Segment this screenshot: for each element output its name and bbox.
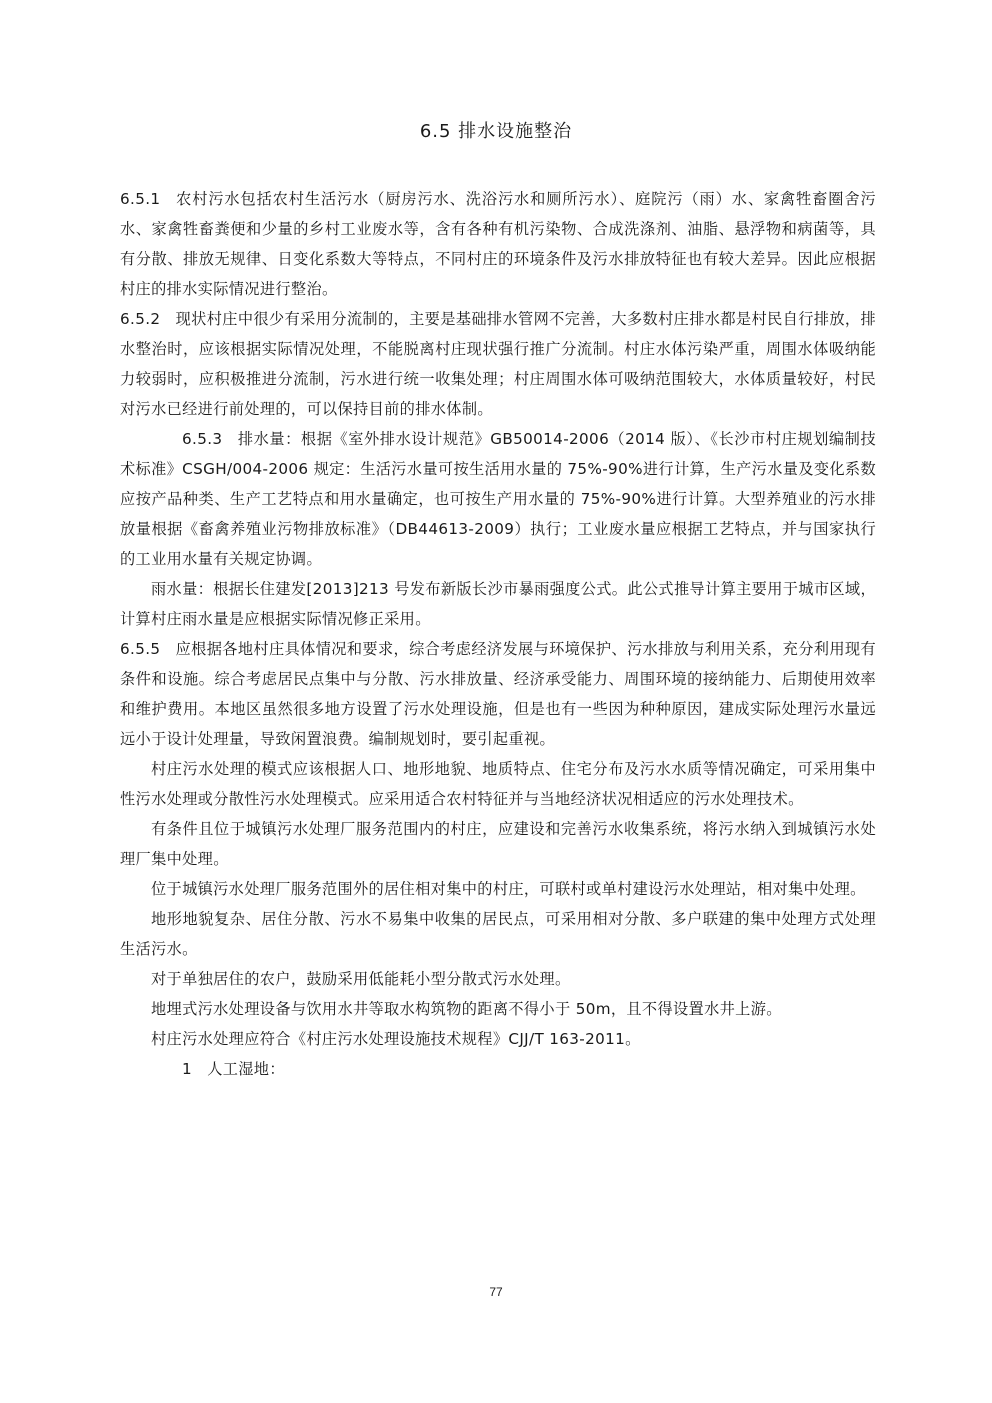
paragraph-text: 雨水量：根据长住建发[2013]213 号发布新版长沙市暴雨强度公式。此公式推导计算主要用于城市区域，计算村庄雨水量是应根据实际情况修正采用。: [120, 580, 876, 628]
paragraph-outside-service-area: [120, 874, 876, 904]
clause-number: 6.5.5: [120, 640, 161, 658]
section-title: 6.5 排水设施整治: [419, 121, 573, 142]
paragraph-text: 应根据各地村庄具体情况和要求，综合考虑经济发展与环境保护、污水排放与利用关系，充分利用现有条件和设施。综合考虑居民点集中与分散、污水排放量、经济承受能力、周围环境的接纳能力、后期使用效率和维护费用。本地区虽然很多地方设置了污水处理设施，但是也有一些因为种种原因，建成实际处理污水量远远小于设计处理量，导致闲置浪费。编制规划时，要引起重视。: [120, 640, 876, 748]
paragraph-text: 村庄污水处理应符合《村庄污水处理设施技术规程》CJJ/T 163-2011。: [151, 1030, 641, 1048]
clause-number: 6.5.1: [120, 190, 161, 208]
list-number: 1: [182, 1060, 193, 1078]
page-number: 77: [489, 1285, 503, 1299]
paragraph-complex-terrain: [120, 904, 876, 964]
paragraph-technical-code: [120, 1024, 876, 1054]
paragraph-6-5-3: [120, 424, 876, 574]
paragraph-6-5-1: [120, 184, 876, 304]
paragraph-text: 人工湿地：: [202, 1060, 285, 1078]
paragraph-rainwater: [120, 574, 876, 634]
paragraph-6-5-5: [120, 634, 876, 754]
clause-number: 6.5.3: [182, 430, 223, 448]
paragraph-treatment-mode: [120, 754, 876, 814]
paragraph-buried-equipment: [120, 994, 876, 1024]
paragraph-within-service-area: [120, 814, 876, 874]
paragraph-text: 有条件且位于城镇污水处理厂服务范围内的村庄，应建设和完善污水收集系统，将污水纳入到城镇污水处理厂集中处理。: [120, 820, 876, 868]
paragraph-text: 现状村庄中很少有采用分流制的，主要是基础排水管网不完善，大多数村庄排水都是村民自行排放，排水整治时，应该根据实际情况处理，不能脱离村庄现状强行推广分流制。村庄水体污染严重，周围水体吸纳能力较弱时，应积极推进分流制，污水进行统一收集处理；村庄周围水体可吸纳范围较大，水体质量较好，村民对污水已经进行前处理的，可以保持目前的排水体制。: [120, 310, 876, 418]
paragraph-text: 村庄污水处理的模式应该根据人口、地形地貌、地质特点、住宅分布及污水水质等情况确定，可采用集中性污水处理或分散性污水处理模式。应采用适合农村特征并与当地经济状况相适应的污水处理技术。: [120, 760, 876, 808]
paragraph-6-5-2: [120, 304, 876, 424]
paragraph-single-household: [120, 964, 876, 994]
paragraph-text: 位于城镇污水处理厂服务范围外的居住相对集中的村庄，可联村或单村建设污水处理站，相对集中处理。: [151, 880, 866, 898]
paragraph-constructed-wetland: [120, 1054, 876, 1084]
paragraph-text: 地形地貌复杂、居住分散、污水不易集中收集的居民点，可采用相对分散、多户联建的集中处理方式处理生活污水。: [120, 910, 876, 958]
paragraph-text: 排水量：根据《室外排水设计规范》GB50014-2006（2014 版）、《长沙市村庄规划编制技术标准》CSGH/004-2006 规定：生活污水量可按生活用水量的 75%-90%进行计算，生产污水量及变化系数应按产品种类、生产工艺特点和用水量确定，也可按生产用水量的 75%-90%进行计算。大型养殖业的污水排放量根据《畜禽养殖业污物排放标准》（DB44613-2009）执行；工业废水量应根据工艺特点，并与国家执行的工业用水量有关规定协调。: [120, 430, 876, 568]
body-text: [120, 184, 876, 1084]
clause-number: 6.5.2: [120, 310, 161, 328]
paragraph-text: 农村污水包括农村生活污水（厨房污水、洗浴污水和厕所污水）、庭院污（雨）水、家禽牲畜圈舍污水、家禽牲畜粪便和少量的乡村工业废水等，含有各种有机污染物、合成洗涤剂、油脂、悬浮物和病菌等，具有分散、排放无规律、日变化系数大等特点，不同村庄的环境条件及污水排放特征也有较大差异。因此应根据村庄的排水实际情况进行整治。: [120, 190, 876, 298]
paragraph-text: 地埋式污水处理设备与饮用水井等取水构筑物的距离不得小于 50m，且不得设置水井上游。: [151, 1000, 782, 1018]
paragraph-text: 对于单独居住的农户，鼓励采用低能耗小型分散式污水处理。: [151, 970, 571, 988]
